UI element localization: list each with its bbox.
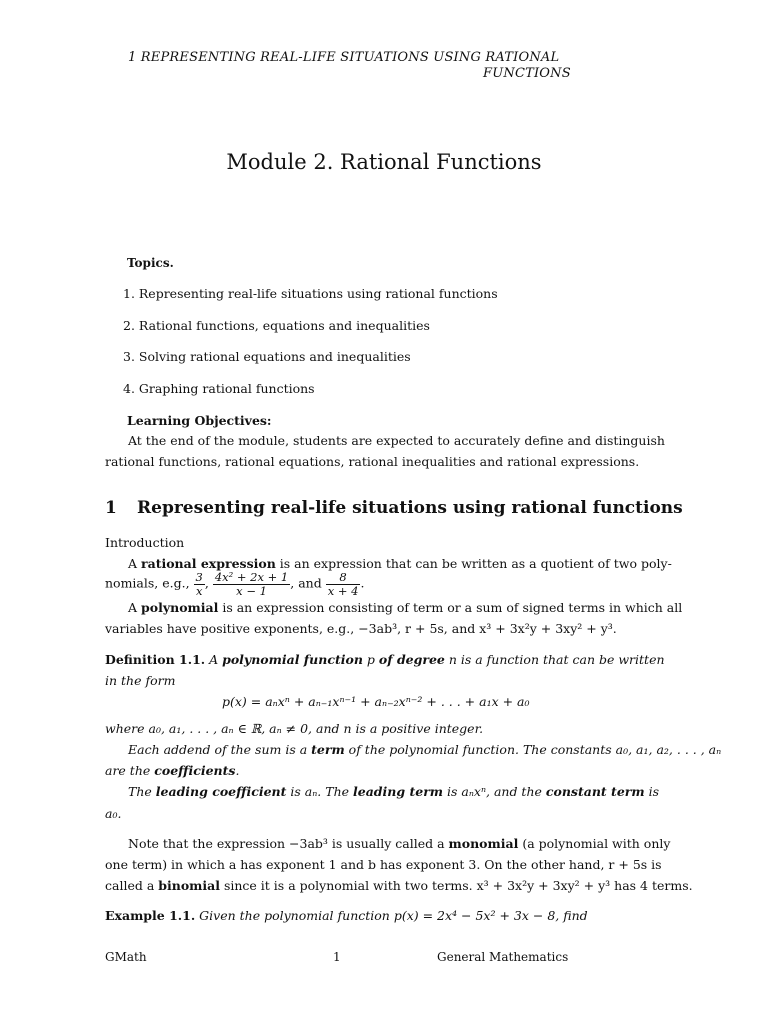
definition-last-line: a₀.: [105, 806, 122, 821]
fraction-example: $\frac{8}{x + 4}$: [327, 570, 359, 598]
topic-item: 4. Graphing rational functions: [123, 381, 315, 396]
definition-line1: Definition 1.1. A polynomial function p of degree n is a function that can be written: [105, 652, 665, 667]
definition-label: Definition 1.1.: [105, 652, 206, 667]
module-title: Module 2. Rational Functions: [226, 150, 542, 174]
note-line2: one term) in which a has exponent 1 and b has exponent 3. On the other hand, r + 5s is: [105, 857, 662, 872]
definition-term-line: Each addend of the sum is a term of the polynomial function. The constants a₀, a₁, a₂, . . . , aₙ: [128, 742, 722, 757]
section-number: 1: [105, 498, 117, 518]
footer-right: General Mathematics: [437, 950, 569, 964]
footer-left: GMath: [105, 950, 147, 964]
example-label: Example 1.1.: [105, 908, 196, 923]
topic-item: 3. Solving rational equations and inequalities: [123, 349, 411, 364]
monomial-term: monomial: [448, 836, 519, 851]
polynomial-term: polynomial: [141, 600, 219, 615]
section-title: Representing real-life situations using rational functions: [137, 498, 683, 518]
running-header-line1: 1 REPRESENTING REAL-LIFE SITUATIONS USING RATIONAL: [128, 50, 560, 65]
running-header-line2: FUNCTIONS: [483, 66, 571, 81]
note-line1: Note that the expression −3ab³ is usually called a monomial (a polynomial with only: [128, 836, 671, 851]
definition-line2: in the form: [105, 673, 176, 688]
polynomial-formula: p(x) = aₙxⁿ + aₙ₋₁xⁿ⁻¹ + aₙ₋₂xⁿ⁻² + . . . + a₁x + a₀: [222, 694, 530, 709]
note-line3: called a binomial since it is a polynomial with two terms. x³ + 3x²y + 3xy² + y³ has 4 terms.: [105, 878, 693, 893]
rational-expression-examples: nomials, e.g., $\frac{3}{x}$ , $\frac{\text{4x² + 2x + 1}}{x - 1}$ , and $\frac{8}{x + 4}$ .: [105, 570, 365, 598]
fraction-example: $\frac{3}{x}$: [195, 570, 203, 598]
rational-expression-line1: A rational expression is an expression that can be written as a quotient of two poly-: [128, 556, 672, 571]
rational-expression-term: rational expression: [141, 556, 276, 571]
polynomial-line2: variables have positive exponents, e.g., −3ab³, r + 5s, and x³ + 3x²y + 3xy² + y³.: [105, 621, 617, 636]
binomial-term: binomial: [158, 878, 220, 893]
example-line: Example 1.1. Given the polynomial function p(x) = 2x⁴ − 5x² + 3x − 8, find: [105, 908, 588, 923]
introduction-label: Introduction: [105, 535, 185, 550]
learning-objectives-line: rational functions, rational equations, rational inequalities and rational expressions.: [105, 454, 640, 469]
topic-item: 1. Representing real-life situations using rational functions: [123, 286, 498, 301]
learning-objectives-line: At the end of the module, students are expected to accurately define and distinguish: [128, 433, 665, 448]
learning-objectives-heading: Learning Objectives:: [127, 413, 272, 428]
page-number: 1: [333, 950, 341, 964]
polynomial-line1: A polynomial is an expression consisting of term or a sum of signed terms in which all: [128, 600, 683, 615]
definition-leading-line: The leading coefficient is aₙ. The leading term is aₙxⁿ, and the constant term is: [128, 784, 659, 799]
definition-coefficients-line: are the coefficients.: [105, 763, 240, 778]
topic-item: 2. Rational functions, equations and inequalities: [123, 318, 430, 333]
topics-heading: Topics.: [127, 256, 174, 270]
fraction-example: $\frac{\text{4x² + 2x + 1}}{x - 1}$: [214, 570, 289, 598]
definition-where: where a₀, a₁, . . . , aₙ ∈ ℝ, aₙ ≠ 0, and n is a positive integer.: [105, 721, 484, 736]
